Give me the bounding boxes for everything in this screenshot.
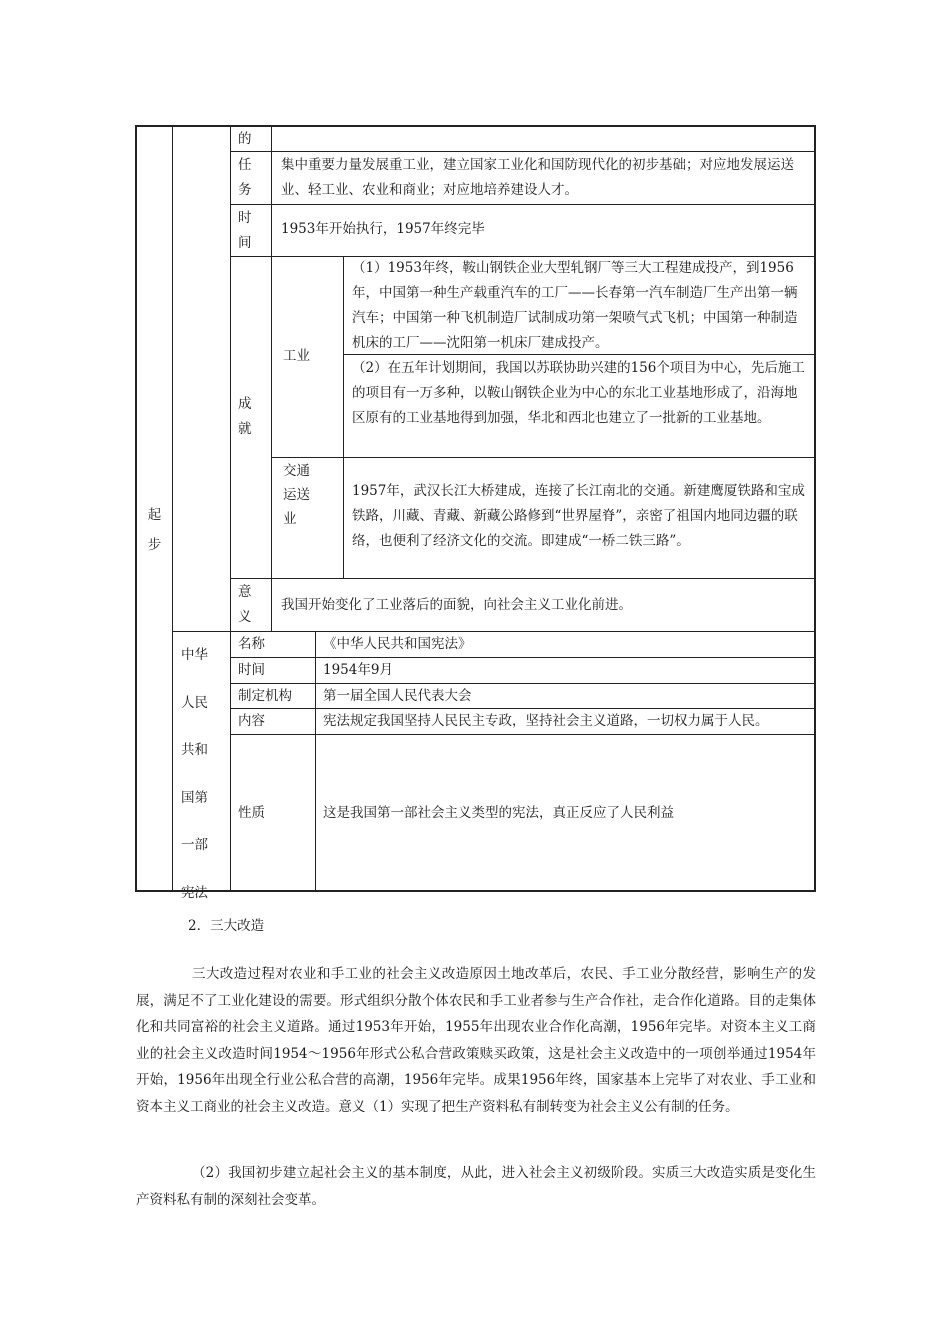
header-fragment: [238, 128, 252, 150]
constitution-content-value: [323, 710, 809, 732]
constitution-label-text: 中华人民共和国第一部宪法: [181, 647, 208, 901]
constitution-nature-value: [323, 802, 674, 824]
time-text-content: 1953年开始执行，1957年终完毕: [281, 221, 485, 237]
industry-item-2: [352, 356, 808, 431]
significance-label-text: 意义: [238, 584, 252, 625]
constitution-name-label-text: 名称: [238, 636, 265, 652]
paragraph-2: [136, 1160, 816, 1213]
constitution-name-label: [238, 633, 265, 655]
constitution-maker-label-text: 制定机构: [238, 688, 292, 704]
task-text: [281, 153, 807, 203]
industry-item-2-text: （2）在五年计划期间，我国以苏联协助兴建的156个项目为中心，先后施工的项目有一万多种，以鞍山钢铁企业为中心的东北工业基地形成了，沿海地区原有的工业基地得到加强，华北和西北也建立了一批新的工业基地。: [352, 360, 805, 426]
constitution-content-label-text: 内容: [238, 713, 265, 729]
industry-label: [283, 345, 310, 367]
section-label: [137, 500, 172, 560]
constitution-nature-label-text: 性质: [238, 805, 265, 821]
section-label-text: 起步: [147, 507, 162, 553]
significance-text: [281, 594, 632, 616]
constitution-time-label: [238, 659, 265, 681]
industry-item-1: [352, 256, 808, 356]
transport-label: [283, 459, 315, 531]
industry-label-text: 工业: [283, 348, 310, 364]
constitution-name-value-text: 《中华人民共和国宪法》: [323, 636, 472, 652]
time-label-text: 时间: [238, 210, 252, 251]
section-heading: [188, 915, 264, 937]
section-heading-text: 2．三大改造: [188, 918, 265, 934]
significance-label: [238, 580, 254, 630]
paragraph-1-text: 三大改造过程对农业和手工业的社会主义改造原因土地改革后，农民、手工业分散经营，影响生产的发展，满足不了工业化建设的需要。形式组织分散个体农民和手工业者参与生产合作社，走合作化道路。目的走集体化和共同富裕的社会主义道路。通过1953年开始，1955年出现农业合作化高潮，1956年完毕。对资本主义工商业的社会主义改造时间1954～1956年形式公私合营政策赎买政策，这是社会主义改造中的一项创举通过1954年开始，1956年出现全行业公私合营的高潮，1956年完毕。成果1956年终，国家基本上完毕了对农业、手工业和资本主义工商业的社会主义改造。意义（1）实现了把生产资料私有制转变为社会主义公有制的任务。: [136, 966, 816, 1115]
time-label: [238, 206, 254, 256]
constitution-maker-label: [238, 685, 292, 707]
achievement-label: [238, 392, 254, 442]
constitution-time-value: [323, 659, 393, 681]
constitution-nature-value-text: 这是我国第一部社会主义类型的宪法，真正反应了人民利益: [323, 805, 674, 821]
constitution-content-value-text: 宪法规定我国坚持人民民主专政，坚持社会主义道路，一切权力属于人民。: [323, 713, 769, 729]
constitution-label: [181, 632, 211, 917]
constitution-nature-label: [238, 802, 265, 824]
constitution-maker-value-text: 第一届全国人民代表大会: [323, 688, 472, 704]
task-label: [238, 153, 254, 203]
paragraph-2-text: （2）我国初步建立起社会主义的基本制度，从此，进入社会主义初级阶段。实质三大改造实质是变化生产资料私有制的深刻社会变革。: [136, 1165, 816, 1208]
industry-item-1-text: （1）1953年终，鞍山钢铁企业大型轧钢厂等三大工程建成投产，到1956年，中国第一种生产载重汽车的工厂——长春第一汽车制造厂生产出第一辆汽车；中国第一种飞机制造厂试制成功第一架喷气式飞机；中国第一种制造机床的工厂——沈阳第一机床厂建成投产。: [352, 260, 798, 351]
transport-label-text: 交通运送业: [283, 463, 310, 527]
achievement-label-text: 成就: [238, 396, 252, 437]
task-label-text: 任务: [238, 157, 252, 198]
task-text-content: 集中重要力量发展重工业，建立国家工业化和国防现代化的初步基础；对应地发展运送业、轻工业、农业和商业；对应地培养建设人才。: [281, 157, 794, 198]
constitution-time-value-text: 1954年9月: [323, 662, 393, 678]
constitution-content-label: [238, 710, 265, 732]
paragraph-1: [136, 961, 816, 1120]
constitution-time-label-text: 时间: [238, 662, 265, 678]
time-text: [281, 218, 485, 240]
header-fragment-text: 的: [238, 131, 252, 147]
constitution-maker-value: [323, 685, 472, 707]
transport-text-content: 1957年，武汉长江大桥建成，连接了长江南北的交通。新建鹰厦铁路和宝成铁路，川藏、青藏、新藏公路修到“世界屋脊”，亲密了祖国内地同边疆的联络，也便利了经济文化的交流。即建成“一桥二铁三路”。: [352, 483, 805, 549]
transport-text: [352, 479, 808, 554]
constitution-name-value: [323, 633, 472, 655]
significance-text-content: 我国开始变化了工业落后的面貌，向社会主义工业化前进。: [281, 597, 632, 613]
